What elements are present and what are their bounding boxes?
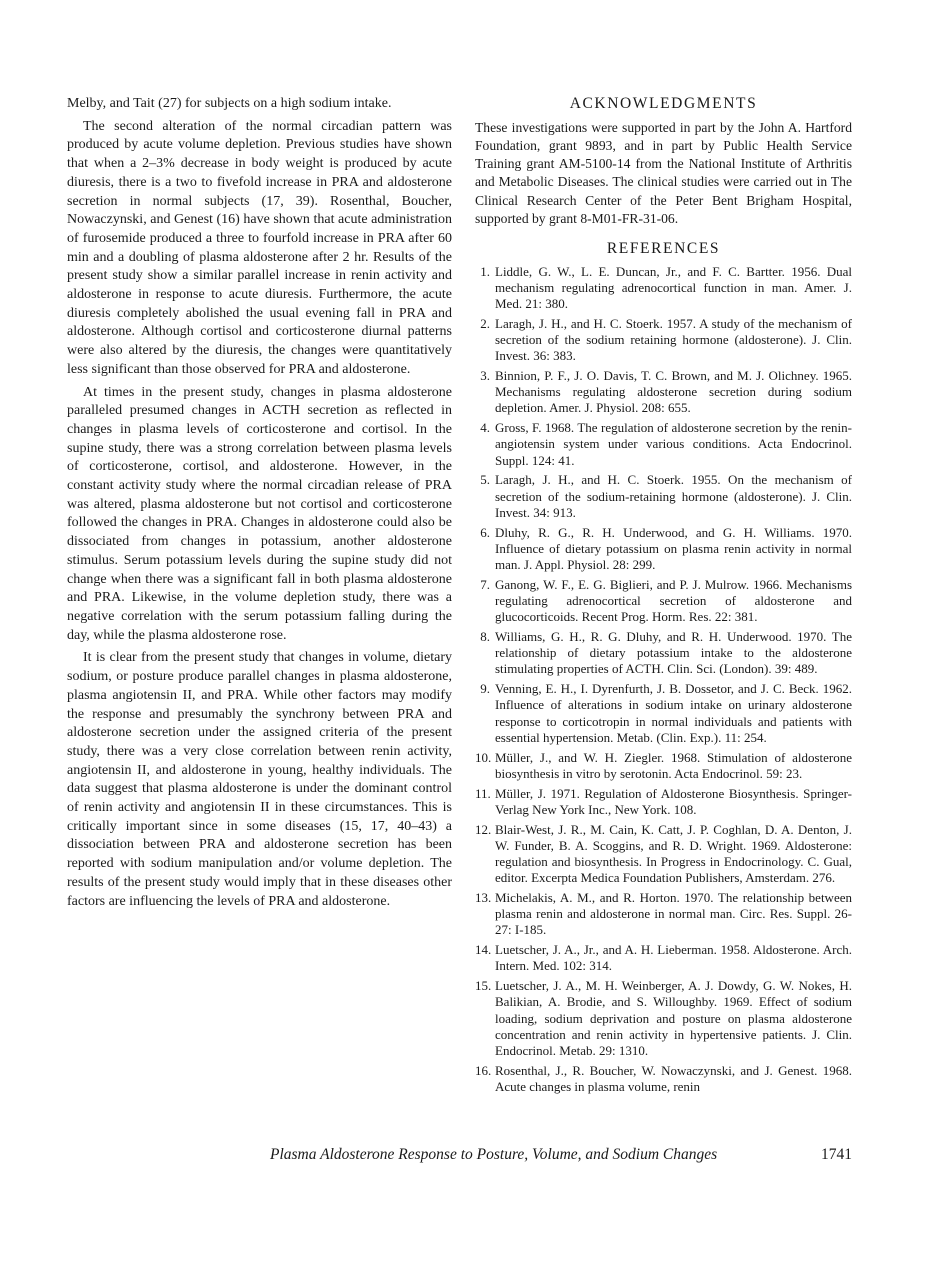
reference-number: 4. — [480, 420, 490, 436]
reference-item — [475, 1063, 852, 1095]
references-heading: REFERENCES — [606, 239, 721, 257]
reference-item — [475, 629, 852, 678]
reference-number: 2. — [480, 315, 490, 331]
reference-text: Michelakis, A. M., and R. Horton. 1970. The relationship between plasma renin and aldosterone in normal man. Circ. Res. Suppl. 26-27: I-185. — [495, 890, 852, 938]
body-paragraph: It is clear from the present study that changes in volume, dietary sodium, or posture produce parallel changes in plasma aldosterone, plasma angiotensin II, and PRA. While other factors may modify the response and presumably the synchrony between PRA and aldosterone secretion under the assigned criteria of the present study, there was a very close correlation between renin activity, angiotensin II, and aldosterone in young, healthy individuals. The data suggest that plasma aldosterone is under the dominant control of renin activity and angiotensin II in these circumstances. This is critically important since in some diseases (15, 17, 40–43) a dissociation between PRA and aldosterone secretion has been reported with sodium manipulation and/or volume depletion. The results of the present study would imply that in these diseases other factors are influencing the levels of PRA and aldosterone. — [67, 650, 452, 909]
reference-number: 9. — [480, 681, 490, 697]
reference-item — [475, 822, 852, 887]
reference-number: 1. — [480, 263, 490, 279]
body-paragraph: Melby, and Tait (27) for subjects on a high sodium intake. — [67, 96, 392, 111]
reference-text: Venning, E. H., I. Dyrenfurth, J. B. Dossetor, and J. C. Beck. 1962. Influence of alterations in sodium intake on urinary aldosterone response to corticotropin in normal individuals and patients with essential hypertension. Metab. (Clin. Exp.). 11: 254. — [495, 681, 852, 745]
reference-item — [475, 525, 852, 574]
right-column — [475, 95, 852, 1099]
reference-number: 8. — [480, 629, 490, 645]
reference-item — [475, 368, 852, 417]
body-paragraph: At times in the present study, changes in plasma aldosterone paralleled presumed changes in ACTH secretion as reflected in changes in plasma levels of corticosterone and cortisol. In the supine study, there was a strong correlation between plasma levels of corticosterone, cortisol, and aldosterone. However, in the constant activity study where the normal circadian release of PRA was altered, plasma aldosterone but not cortisol and corticosterone followed the changes in PRA. Changes in aldosterone could also be dissociated from changes in potassium, another aldosterone stimulus. Serum potassium levels during the supine study did not change when there was a significant fall in both plasma aldosterone and PRA. Likewise, in the volume depletion study, there was a negative correlation with the serum potassium falling during the day, while the plasma aldosterone rose. — [67, 384, 452, 643]
reference-text: Müller, J., and W. H. Ziegler. 1968. Stimulation of aldosterone biosynthesis in vitro by serotonin. Acta Endocrinol. 59: 23. — [495, 749, 852, 781]
reference-item — [475, 750, 852, 782]
reference-text: Luetscher, J. A., Jr., and A. H. Lieberman. 1958. Aldosterone. Arch. Intern. Med. 102: 314. — [495, 942, 852, 974]
reference-item — [475, 890, 852, 939]
page-footer — [270, 1146, 852, 1164]
reference-text: Gross, F. 1968. The regulation of aldosterone secretion by the renin-angiotensin system under various conditions. Acta Endocrinol. Suppl. 124: 41. — [495, 420, 852, 468]
reference-text: Rosenthal, J., R. Boucher, W. Nowaczynski, and J. Genest. 1968. Acute changes in plasma volume, renin — [495, 1062, 852, 1095]
reference-number: 13. — [475, 890, 492, 906]
running-title: Plasma Aldosterone Response to Posture, Volume, and Sodium Changes — [270, 1146, 718, 1163]
left-column — [67, 95, 452, 911]
acknowledgments-text: These investigations were supported in part by the John A. Hartford Foundation, grant 9893, and in part by Public Health Service Training grant AM-5100-14 from the National Institute of Arthritis and Metabolic Diseases. The clinical studies were carried out in The Clinical Research Center of the Peter Bent Brigham Hospital, supported by grant 8-M01-FR-31-06. — [475, 119, 852, 226]
acknowledgments-heading: ACKNOWLEDGMENTS — [569, 95, 758, 112]
reference-text: Müller, J. 1971. Regulation of Aldosterone Biosynthesis. Springer-Verlag New York Inc., New York. 108. — [495, 785, 852, 817]
reference-number: 15. — [475, 978, 492, 994]
reference-text: Ganong, W. F., E. G. Biglieri, and P. J. Mulrow. 1966. Mechanisms regulating adrenocortical secretion of aldosterone and glucocorticoids. Recent Prog. Horm. Res. 22: 381. — [495, 576, 852, 625]
reference-text: Laragh, J. H., and H. C. Stoerk. 1957. A study of the mechanism of secretion of the sodium retaining hormone (aldosterone). J. Clin. Invest. 36: 383. — [495, 315, 852, 364]
reference-number: 16. — [475, 1062, 492, 1078]
reference-text: Luetscher, J. A., M. H. Weinberger, A. J. Dowdy, G. W. Nokes, H. Balikian, A. Brodie, and S. Willoughby. 1969. Effect of sodium loading, sodium deprivation and posture on plasma aldosterone concentration and renin activity in hypertensive patients. J. Clin. Endocrinol. Metab. 29: 1310. — [495, 978, 852, 1059]
reference-text: Laragh, J. H., and H. C. Stoerk. 1955. On the mechanism of secretion of the sodium-retaining hormone (aldosterone). J. Clin. Invest. 34: 913. — [495, 472, 852, 520]
reference-text: Blair-West, J. R., M. Cain, K. Catt, J. P. Coghlan, D. A. Denton, J. W. Funder, B. A. Scoggins, and R. D. Wright. 1969. Aldosterone: regulation and biosynthesis. In Progress in Endocrinology. C. Gual, editor. Excerpta Medica Foundation Publishers, Amsterdam. 276. — [495, 821, 852, 886]
reference-item — [475, 472, 852, 521]
reference-number: 14. — [475, 942, 492, 958]
reference-item — [475, 681, 852, 746]
reference-text: Liddle, G. W., L. E. Duncan, Jr., and F. C. Bartter. 1956. Dual mechanism regulating adrenocortical function in man. Amer. J. Med. 21: 380. — [495, 263, 852, 312]
reference-number: 7. — [480, 576, 490, 592]
reference-text: Binnion, P. F., J. O. Davis, T. C. Brown, and M. J. Olichney. 1965. Mechanisms regulating aldosterone secretion during sodium depletion. Amer. J. Physiol. 208: 655. — [495, 368, 852, 416]
reference-item — [475, 942, 852, 974]
reference-item — [475, 316, 852, 365]
reference-item — [475, 577, 852, 626]
reference-number: 10. — [475, 749, 492, 765]
reference-number: 3. — [480, 368, 490, 384]
reference-number: 12. — [475, 821, 492, 837]
reference-item — [475, 264, 852, 313]
reference-item — [475, 420, 852, 469]
reference-list — [475, 264, 852, 1096]
reference-number: 6. — [480, 524, 490, 540]
reference-number: 11. — [475, 785, 491, 801]
reference-item — [475, 978, 852, 1059]
reference-text: Williams, G. H., R. G. Dluhy, and R. H. Underwood. 1970. The relationship of dietary potassium intake to the aldosterone stimulating properties of ACTH. Clin. Sci. (London). 39: 489. — [495, 629, 852, 677]
page-number: 1741 — [821, 1146, 852, 1163]
reference-text: Dluhy, R. G., R. H. Underwood, and G. H. Williams. 1970. Influence of dietary potassium on plasma renin activity in normal man. J. Appl. Physiol. 28: 299. — [495, 524, 852, 573]
body-paragraph: The second alteration of the normal circadian pattern was produced by acute volume depletion. Previous studies have shown that when a 2–3% decrease in body weight is produced by acute diuresis, there is a two to fivefold increase in PRA and aldosterone secretion in normal subjects (17, 39). Rosenthal, Boucher, Nowaczynski, and Genest (16) have shown that acute administration of furosemide produced a three to fourfold increase in PRA after 60 min and a doubling of plasma aldosterone after 2 hr. Results of the present study show a similar parallel increase in renin activity and aldosterone in response to acute diuresis. Furthermore, the acute diuresis completely abolished the usual evening fall in PRA and aldosterone. Although cortisol and corticosterone diurnal patterns were also altered by the diuresis, the changes were quantitatively less significant than those observed for PRA and aldosterone. — [67, 118, 452, 377]
reference-number: 5. — [480, 472, 490, 488]
reference-item — [475, 786, 852, 818]
